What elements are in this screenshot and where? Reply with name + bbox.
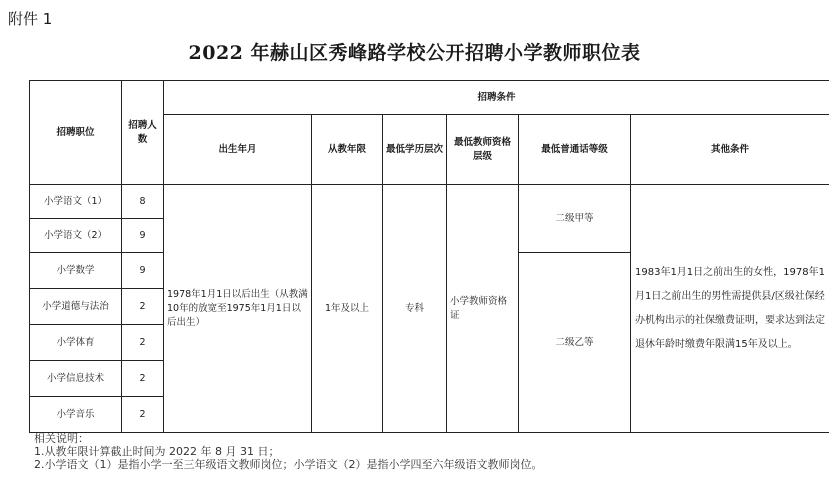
- count-cell: 2: [122, 325, 164, 361]
- note-line-1: 1.从教年限计算截止时间为 2022 年 8 月 31 日；: [34, 445, 280, 458]
- table-row: [30, 185, 829, 219]
- other-conditions-cell: 1983年1月1日之前出生的女性，1978年1月1日之前出生的男性需提供县/区级社保经办机构出示的社保缴费证明，要求达到法定退休年龄时缴费年限满15年及以上。: [631, 185, 829, 433]
- attachment-label: 附件 1: [8, 10, 53, 28]
- notes-section: [34, 432, 543, 471]
- count-cell: 9: [122, 253, 164, 289]
- qualification-cell: 小学教师资格证: [447, 185, 519, 433]
- count-cell: 9: [122, 219, 164, 253]
- birth-cell: 1978年1月1日以后出生（从教满10年的放宽至1975年1月1日以后出生）: [164, 185, 312, 433]
- header-qualification: 最低教师资格层级: [447, 115, 519, 185]
- header-count: 招聘人数: [122, 81, 164, 185]
- count-cell: 8: [122, 185, 164, 219]
- header-education: 最低学历层次: [383, 115, 447, 185]
- mandarin-cell-2: 二级乙等: [519, 253, 631, 433]
- header-conditions: 招聘条件: [164, 81, 829, 115]
- position-cell: 小学音乐: [30, 397, 122, 433]
- count-cell: 2: [122, 397, 164, 433]
- education-cell: 专科: [383, 185, 447, 433]
- position-cell: 小学语文（1）: [30, 185, 122, 219]
- count-cell: 2: [122, 361, 164, 397]
- count-cell: 2: [122, 289, 164, 325]
- position-cell: 小学数学: [30, 253, 122, 289]
- position-cell: 小学信息技术: [30, 361, 122, 397]
- note-line-2: 2.小学语文（1）是指小学一至三年级语文教师岗位；小学语文（2）是指小学四至六年级语文教师岗位。: [34, 458, 543, 471]
- position-table: [29, 80, 829, 433]
- position-cell: 小学语文（2）: [30, 219, 122, 253]
- header-years: 从教年限: [312, 115, 383, 185]
- mandarin-cell-1: 二级甲等: [519, 185, 631, 253]
- position-cell: 小学道德与法治: [30, 289, 122, 325]
- header-birth: 出生年月: [164, 115, 312, 185]
- position-cell: 小学体育: [30, 325, 122, 361]
- notes-heading: 相关说明：: [34, 432, 89, 445]
- years-cell: 1年及以上: [312, 185, 383, 433]
- header-position: 招聘职位: [30, 81, 122, 185]
- page-title: 2022 年赫山区秀峰路学校公开招聘小学教师职位表: [188, 42, 641, 64]
- header-mandarin: 最低普通话等级: [519, 115, 631, 185]
- header-other: 其他条件: [631, 115, 829, 185]
